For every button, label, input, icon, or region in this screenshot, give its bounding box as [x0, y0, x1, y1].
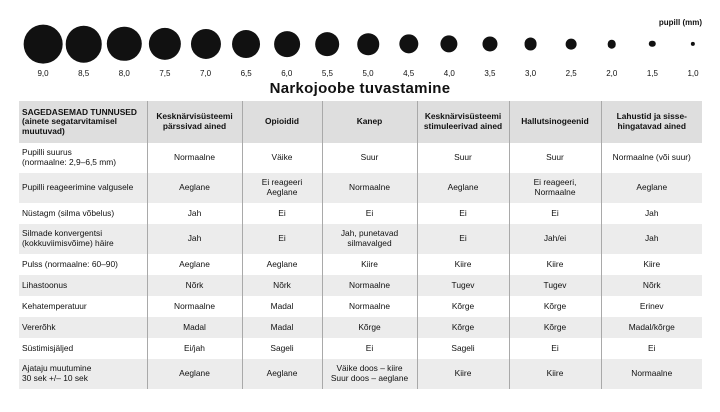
cell-text: 30 sek +/– 10 sek — [22, 373, 88, 383]
cell-text: Ei — [459, 233, 467, 244]
cell-text: Aeglane — [179, 258, 210, 269]
cell-text: Normaalne — [349, 300, 390, 311]
table-cell — [417, 254, 509, 275]
table-row — [19, 173, 702, 203]
pupil-size-scale — [0, 0, 720, 84]
pupil-circle — [649, 41, 655, 47]
table-cell — [322, 296, 417, 317]
table-cell — [242, 359, 322, 389]
cell-text: Kesknärvisüsteemi — [156, 111, 233, 122]
cell-text: Ei reageeri, — [533, 177, 577, 188]
pupil-circle — [441, 35, 458, 52]
cell-text: SAGEDASEMAD TUNNUSED — [22, 106, 137, 117]
cell-text: Aeglane — [179, 368, 210, 379]
pupil-circle — [232, 30, 260, 58]
table-cell — [417, 203, 509, 224]
table-row — [19, 296, 702, 317]
cell-text: Kiire — [454, 368, 472, 379]
cell-text: stimuleerivad ained — [423, 121, 503, 131]
cell-text: Ei reageeri — [261, 177, 303, 188]
pupil-size-label: 7,5 — [159, 69, 171, 78]
cell-text: Suur — [360, 152, 379, 163]
table-cell — [417, 317, 509, 338]
table-row — [19, 224, 702, 254]
pupil-size-label: 2,0 — [606, 69, 618, 78]
table-cell — [601, 254, 702, 275]
cell-text: pärssivad ained — [162, 121, 227, 131]
cell-text: Aeglane — [179, 182, 210, 193]
table-row — [19, 143, 702, 173]
cell-text: Süstimisjäljed — [22, 342, 74, 353]
cell-text: Nüstagm (silma võbelus) — [22, 207, 115, 218]
cell-text: muutuvad) — [22, 125, 65, 136]
cell-text: Ajataju muutumine — [22, 363, 92, 374]
cell-text: Normaalne — [349, 279, 390, 290]
cell-text: Normaalne — [631, 368, 673, 379]
pupil-circle — [65, 26, 102, 63]
table-cell — [417, 143, 509, 173]
cell-text: Ei — [551, 207, 559, 218]
cell-text: Suur — [454, 152, 472, 163]
table-row — [19, 203, 702, 224]
table-cell — [509, 143, 601, 173]
cell-text: Aeglane — [266, 368, 298, 379]
pupil-size-label: 5,5 — [321, 69, 333, 78]
cell-text: Väike doos – kiire — [336, 363, 403, 374]
pupil-circle — [149, 28, 181, 60]
cell-text: Kehatemperatuur — [22, 300, 87, 311]
table-cell — [147, 359, 242, 389]
column-header — [509, 101, 601, 143]
table-cell — [147, 203, 242, 224]
table-cell — [509, 359, 601, 389]
cell-text: Aeglane — [636, 182, 668, 193]
cell-text: Kiire — [546, 368, 564, 379]
cell-text: Aeglane — [447, 182, 479, 193]
column-header — [601, 101, 702, 143]
cell-text: Madal — [270, 300, 294, 311]
cell-text: Jah/ei — [543, 233, 567, 244]
table-cell — [322, 317, 417, 338]
cell-text: Jah — [187, 207, 202, 218]
cell-text: Kesknärvisüsteemi — [424, 111, 502, 122]
table-cell — [242, 203, 322, 224]
cell-text: (kokkuviimisvõime) häire — [22, 238, 114, 248]
page-title: Narkojoobe tuvastamine — [269, 80, 451, 97]
cell-text: Ei — [278, 233, 286, 244]
pupil-size-label: 1,5 — [646, 69, 658, 78]
table-cell — [417, 296, 509, 317]
cell-text: Tugev — [543, 279, 567, 290]
cell-text: Madal — [270, 321, 294, 332]
pupil-scale-title: pupill (mm) — [658, 18, 702, 27]
cell-text: Sageli — [270, 342, 294, 353]
cell-text: Kiire — [361, 258, 378, 269]
cell-text: Silmade konvergentsi — [22, 228, 103, 239]
table-cell — [509, 296, 601, 317]
pupil-size-label: 6,5 — [240, 69, 252, 78]
pupil-circle — [107, 27, 141, 61]
pupil-circle — [24, 25, 63, 64]
cell-text: Erinev — [639, 300, 664, 311]
cell-text: Ei/jah — [184, 342, 205, 353]
table-cell — [509, 254, 601, 275]
pupil-size-label: 3,0 — [524, 69, 537, 78]
cell-text: Pupilli reageerimine valgusele — [22, 182, 134, 193]
cell-text: Kõrge — [451, 300, 475, 311]
table-row — [19, 275, 702, 296]
table-cell — [417, 338, 509, 359]
table-cell — [242, 275, 322, 296]
table-cell — [147, 296, 242, 317]
row-label — [19, 275, 147, 296]
pupil-circle — [399, 34, 418, 53]
table-cell — [322, 143, 417, 173]
cell-text: Ei — [551, 342, 559, 353]
pupil-size-label: 8,0 — [118, 69, 130, 78]
cell-text: (ainete segatarvitamisel — [22, 116, 117, 127]
cell-text: Hallutsinogeenid — [521, 116, 589, 127]
cell-text: Aeglane — [266, 187, 298, 197]
cell-text: (normaalne: 2,9–6,5 mm) — [22, 157, 117, 167]
cell-text: Kõrge — [358, 321, 381, 332]
column-header — [417, 101, 509, 143]
cell-text: Nõrk — [273, 279, 291, 290]
row-label — [19, 203, 147, 224]
table-cell — [147, 317, 242, 338]
table-cell — [601, 224, 702, 254]
table-cell — [147, 254, 242, 275]
table-header-row — [19, 101, 702, 143]
row-label — [19, 317, 147, 338]
table-row — [19, 359, 702, 389]
cell-text: Nõrk — [642, 279, 661, 290]
cell-text: Normaalne — [174, 152, 215, 163]
cell-text: Vererõhk — [22, 321, 56, 332]
cell-text: Kiire — [454, 258, 472, 269]
cell-text: Tugev — [451, 279, 475, 290]
table-cell — [509, 224, 601, 254]
cell-text: Kiire — [546, 258, 564, 269]
column-header — [322, 101, 417, 143]
cell-text: Ei — [365, 207, 374, 218]
pupil-size-label: 7,0 — [199, 69, 212, 78]
table-cell — [417, 359, 509, 389]
cell-text: Opioidid — [265, 116, 299, 127]
cell-text: hingatavad ained — [617, 121, 686, 131]
pupil-circle — [524, 38, 537, 51]
drug-intoxication-table — [19, 101, 702, 389]
cell-text: Suur doos – aeglane — [330, 373, 409, 383]
table-cell — [509, 173, 601, 203]
table-cell — [322, 254, 417, 275]
table-cell — [242, 296, 322, 317]
table-cell — [417, 224, 509, 254]
table-cell — [242, 143, 322, 173]
row-label — [19, 359, 147, 389]
cell-text: Jah, punetavad — [340, 228, 399, 239]
table-cell — [322, 275, 417, 296]
cell-text: Ei — [365, 342, 374, 353]
cell-text: Jah — [644, 233, 659, 244]
table-cell — [242, 254, 322, 275]
pupil-size-label: 9,0 — [37, 69, 49, 78]
pupil-circle — [357, 33, 379, 55]
table-cell — [509, 317, 601, 338]
table-cell — [601, 296, 702, 317]
column-header — [242, 101, 322, 143]
pupil-circle — [566, 39, 577, 50]
table-cell — [601, 338, 702, 359]
table-cell — [242, 173, 322, 203]
row-label — [19, 224, 147, 254]
cell-text: Jah — [187, 233, 202, 244]
pupil-circle — [190, 29, 220, 59]
cell-text: Nõrk — [185, 279, 204, 290]
cell-text: Pupilli suurus — [22, 147, 72, 158]
pupil-size-label: 5,0 — [362, 69, 374, 78]
header-first-column — [19, 101, 147, 143]
table-cell — [147, 338, 242, 359]
cell-text: Normaalne (või suur) — [612, 152, 691, 163]
pupil-circle — [482, 36, 497, 51]
pupil-circle — [316, 32, 340, 56]
table-cell — [322, 338, 417, 359]
table-cell — [322, 224, 417, 254]
cell-text: Lihastoonus — [22, 279, 68, 290]
table-cell — [601, 173, 702, 203]
cell-text: Ei — [648, 342, 656, 353]
row-label — [19, 338, 147, 359]
table-cell — [147, 224, 242, 254]
row-label — [19, 173, 147, 203]
pupil-size-label: 8,5 — [78, 69, 90, 78]
table-cell — [417, 173, 509, 203]
table-cell — [417, 275, 509, 296]
table-cell — [601, 143, 702, 173]
cell-text: Normaalne — [534, 187, 576, 197]
table-cell — [242, 224, 322, 254]
column-header — [147, 101, 242, 143]
cell-text: Ei — [278, 207, 286, 218]
table-cell — [147, 173, 242, 203]
cell-text: Ei — [459, 207, 467, 218]
pupil-size-label: 3,5 — [484, 69, 496, 78]
table-cell — [242, 338, 322, 359]
cell-text: Normaalne — [349, 182, 390, 193]
table-cell — [322, 359, 417, 389]
pupil-size-label: 1,0 — [687, 69, 699, 78]
table-row — [19, 254, 702, 275]
cell-text: Kõrge — [543, 300, 567, 311]
row-label — [19, 254, 147, 275]
row-label — [19, 143, 147, 173]
pupil-circle — [607, 40, 616, 49]
cell-text: Madal — [183, 321, 206, 332]
cell-text: Aeglane — [266, 258, 298, 269]
pupil-size-label: 4,5 — [403, 69, 415, 78]
table-cell — [147, 275, 242, 296]
pupil-circle — [691, 42, 695, 46]
pupil-size-label: 4,0 — [443, 69, 455, 78]
cell-text: Suur — [546, 152, 564, 163]
pupil-size-label: 6,0 — [281, 69, 293, 78]
table-cell — [322, 173, 417, 203]
cell-text: Pulss (normaalne: 60–90) — [22, 258, 118, 269]
table-cell — [601, 203, 702, 224]
pupil-size-label: 2,5 — [565, 69, 577, 78]
table-cell — [601, 317, 702, 338]
table-cell — [242, 317, 322, 338]
table-cell — [147, 143, 242, 173]
table-cell — [509, 203, 601, 224]
cell-text: Kõrge — [451, 321, 475, 332]
cell-text: Jah — [644, 207, 659, 218]
pupil-circle — [274, 31, 300, 57]
cell-text: Kiire — [643, 258, 661, 269]
table-body — [19, 143, 702, 389]
table-row — [19, 317, 702, 338]
row-label — [19, 296, 147, 317]
cell-text: Väike — [271, 152, 293, 163]
table-cell — [322, 203, 417, 224]
table-cell — [601, 275, 702, 296]
cell-text: Kanep — [356, 116, 383, 127]
cell-text: Sageli — [451, 342, 475, 353]
table-cell — [601, 359, 702, 389]
table-cell — [509, 275, 601, 296]
cell-text: silmavalged — [347, 238, 392, 248]
table-cell — [509, 338, 601, 359]
table-row — [19, 338, 702, 359]
cell-text: Kõrge — [543, 321, 567, 332]
cell-text: Madal/kõrge — [628, 321, 675, 332]
cell-text: Lahustid ja sisse- — [616, 111, 687, 122]
cell-text: Normaalne — [174, 300, 215, 311]
